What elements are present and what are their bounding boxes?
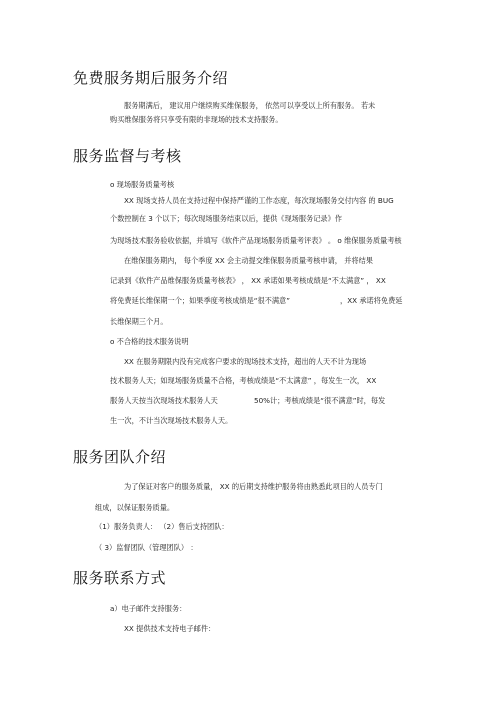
paragraph-line: XX 在服务期限内没有完成客户要求的现场技术支持，超出的人天不计为现场 bbox=[124, 357, 367, 366]
bullet-item: o 不合格的技术服务说明 bbox=[110, 337, 189, 346]
paragraph-line: 服务人天按当次现场技术服务人天 bbox=[110, 396, 218, 405]
heading-service-supervision: 服务监督与考核 bbox=[73, 147, 182, 165]
list-item: （ 3）监督团队（管理团队） ： bbox=[95, 543, 198, 552]
paragraph-line: XX 现场支持人员在支持过程中保持严谨的工作态度，每次现场服务交付内容 的 BUG bbox=[124, 196, 394, 205]
paragraph-line: 为现场技术服务验收依据，并填写《软件产品现场服务质量考评表》 。 o 维保服务质量考核 bbox=[110, 236, 402, 245]
paragraph-line: 为了保证对客户的服务质量， XX 的后期支持维护服务将由熟悉此项目的人员专门 bbox=[124, 482, 383, 491]
paragraph-line: 50%计；考核成绩是“很不满意”时，每发 bbox=[254, 396, 386, 405]
paragraph-line: 服务期满后， 建议用户继续购买维保服务， 依然可以享受以上所有服务。 若未 bbox=[124, 101, 376, 110]
list-item: a）电子邮件支持服务： bbox=[110, 604, 187, 613]
paragraph-line: 在维保服务期内， 每个季度 XX 会主动提交维保服务质量考核申请， 并将结果 bbox=[124, 256, 373, 265]
paragraph-line: 组成，以保证服务质量。 bbox=[95, 503, 175, 512]
paragraph-line: 记录到《软件产品维保服务质量考核表》 ， XX 承诺如果考核成绩是“不太满意” ， XX bbox=[110, 276, 386, 285]
heading-service-team: 服务团队介绍 bbox=[73, 448, 167, 466]
paragraph-line: 技术服务人天；如现场服务质量不合格，考核成绩是“不太满意” ，每发生一次， XX bbox=[110, 376, 377, 385]
paragraph-line: XX 提供技术支持电子邮件： bbox=[124, 624, 216, 633]
paragraph-line: 个数控制在 3 个以下；每次现场服务结束以后，提供《现场服务记录》作 bbox=[110, 214, 342, 223]
heading-after-free-service: 免费服务期后服务介绍 bbox=[73, 69, 229, 87]
list-item: （1）服务负责人： （2）售后支持团队： bbox=[95, 522, 229, 531]
paragraph-line: 购买维保服务将只享受有限的非现场的技术支持服务。 bbox=[110, 115, 283, 124]
paragraph-line: 将免费延长维保期一个；如果季度考核成绩是“很不满意” bbox=[110, 296, 290, 305]
bullet-item: o 现场服务质量考核 bbox=[110, 180, 175, 189]
paragraph-line: 生一次，不计当次现场技术服务人天。 bbox=[110, 416, 233, 425]
paragraph-line: ，XX 承诺将免费延 bbox=[340, 296, 403, 305]
paragraph-line: 长维保期三个月。 bbox=[110, 317, 168, 326]
heading-contact: 服务联系方式 bbox=[73, 569, 167, 587]
